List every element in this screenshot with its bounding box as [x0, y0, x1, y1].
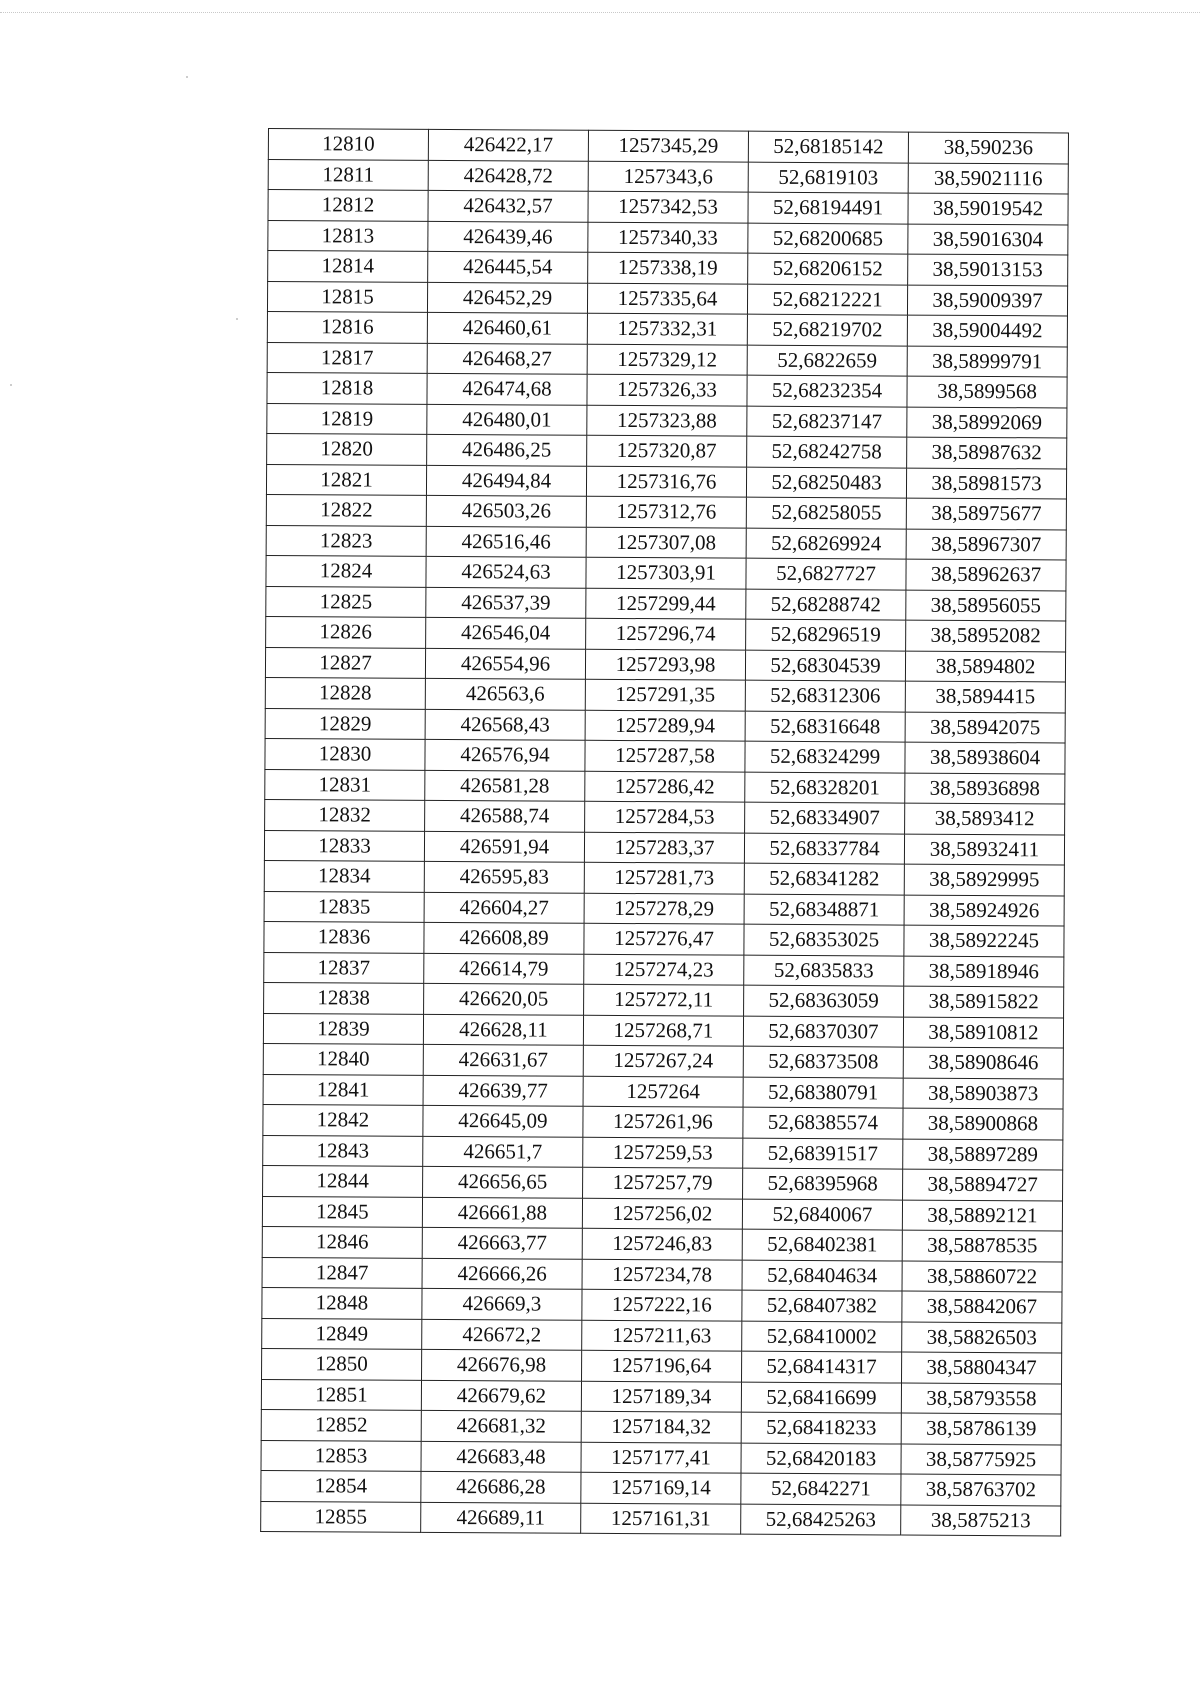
point-number-cell: 12834: [264, 860, 424, 891]
table-row: [264, 982, 1064, 1017]
x-coordinate-cell: 426563,6: [425, 678, 585, 709]
latitude-cell: 52,68402381: [742, 1229, 902, 1260]
table-row: [264, 860, 1064, 895]
x-coordinate-cell: 426679,62: [421, 1380, 581, 1411]
point-number-cell: 12810: [268, 129, 428, 160]
table-row: [266, 525, 1066, 560]
x-coordinate-cell: 426608,89: [424, 922, 584, 953]
longitude-cell: 38,58967307: [906, 529, 1066, 560]
y-coordinate-cell: 1257326,33: [587, 374, 747, 405]
longitude-cell: 38,58897289: [903, 1139, 1063, 1170]
y-coordinate-cell: 1257264: [583, 1076, 743, 1107]
y-coordinate-cell: 1257257,79: [583, 1167, 743, 1198]
longitude-cell: 38,58936898: [905, 773, 1065, 804]
latitude-cell: 52,68219702: [747, 314, 907, 345]
x-coordinate-cell: 426494,84: [426, 465, 586, 496]
longitude-cell: 38,58922245: [904, 925, 1064, 956]
x-coordinate-cell: 426656,65: [423, 1166, 583, 1197]
point-number-cell: 12851: [261, 1379, 421, 1410]
x-coordinate-cell: 426645,09: [423, 1105, 583, 1136]
longitude-cell: 38,58987632: [907, 437, 1067, 468]
latitude-cell: 52,68370307: [743, 1016, 903, 1047]
point-number-cell: 12831: [265, 769, 425, 800]
point-number-cell: 12822: [266, 494, 426, 525]
latitude-cell: 52,68341282: [744, 863, 904, 894]
y-coordinate-cell: 1257189,34: [581, 1381, 741, 1412]
y-coordinate-cell: 1257287,58: [585, 740, 745, 771]
point-number-cell: 12853: [261, 1440, 421, 1471]
y-coordinate-cell: 1257272,11: [584, 984, 744, 1015]
table-row: [263, 1013, 1063, 1048]
x-coordinate-cell: 426546,04: [426, 617, 586, 648]
y-coordinate-cell: 1257256,02: [582, 1198, 742, 1229]
latitude-cell: 52,68328201: [745, 772, 905, 803]
y-coordinate-cell: 1257338,19: [588, 252, 748, 283]
table-row: [264, 891, 1064, 926]
table-row: [265, 677, 1065, 712]
longitude-cell: 38,5894415: [905, 681, 1065, 712]
longitude-cell: 38,58938604: [905, 742, 1065, 773]
table-row: [266, 586, 1066, 621]
table-row: [263, 1165, 1063, 1200]
table-row: [268, 159, 1068, 194]
latitude-cell: 52,68404634: [742, 1260, 902, 1291]
y-coordinate-cell: 1257222,16: [582, 1289, 742, 1320]
point-number-cell: 12820: [267, 433, 427, 464]
y-coordinate-cell: 1257169,14: [581, 1472, 741, 1503]
longitude-cell: 38,59004492: [907, 315, 1067, 346]
y-coordinate-cell: 1257196,64: [582, 1350, 742, 1381]
latitude-cell: 52,68363059: [744, 985, 904, 1016]
table-row: [268, 220, 1068, 255]
latitude-cell: 52,68185142: [748, 131, 908, 162]
point-number-cell: 12850: [262, 1348, 422, 1379]
table-row: [265, 799, 1065, 834]
point-number-cell: 12817: [267, 342, 427, 373]
latitude-cell: 52,68395968: [743, 1168, 903, 1199]
point-number-cell: 12854: [261, 1470, 421, 1501]
scan-speck: [10, 384, 12, 386]
latitude-cell: 52,68425263: [741, 1504, 901, 1535]
table-row: [268, 251, 1068, 286]
x-coordinate-cell: 426428,72: [428, 160, 588, 191]
longitude-cell: 38,58804347: [902, 1352, 1062, 1383]
point-number-cell: 12819: [267, 403, 427, 434]
x-coordinate-cell: 426666,26: [422, 1258, 582, 1289]
longitude-cell: 38,58975677: [906, 498, 1066, 529]
latitude-cell: 52,6840067: [742, 1199, 902, 1230]
table-row: [261, 1470, 1061, 1505]
x-coordinate-cell: 426503,26: [426, 495, 586, 526]
y-coordinate-cell: 1257286,42: [585, 771, 745, 802]
x-coordinate-cell: 426604,27: [424, 892, 584, 923]
x-coordinate-cell: 426683,48: [421, 1441, 581, 1472]
point-number-cell: 12813: [268, 220, 428, 251]
latitude-cell: 52,68348871: [744, 894, 904, 925]
latitude-cell: 52,68337784: [744, 833, 904, 864]
point-number-cell: 12832: [265, 799, 425, 830]
latitude-cell: 52,6822659: [747, 345, 907, 376]
x-coordinate-cell: 426676,98: [422, 1349, 582, 1380]
y-coordinate-cell: 1257320,87: [587, 435, 747, 466]
x-coordinate-cell: 426445,54: [428, 251, 588, 282]
latitude-cell: 52,68410002: [742, 1321, 902, 1352]
latitude-cell: 52,68416699: [741, 1382, 901, 1413]
point-number-cell: 12843: [263, 1135, 423, 1166]
latitude-cell: 52,68250483: [746, 467, 906, 498]
longitude-cell: 38,58842067: [902, 1291, 1062, 1322]
point-number-cell: 12846: [262, 1226, 422, 1257]
y-coordinate-cell: 1257299,44: [586, 588, 746, 619]
point-number-cell: 12824: [266, 555, 426, 586]
x-coordinate-cell: 426480,01: [427, 404, 587, 435]
x-coordinate-cell: 426614,79: [424, 953, 584, 984]
point-number-cell: 12818: [267, 372, 427, 403]
latitude-cell: 52,68373508: [743, 1046, 903, 1077]
longitude-cell: 38,58775925: [901, 1444, 1061, 1475]
latitude-cell: 52,68258055: [746, 497, 906, 528]
latitude-cell: 52,68407382: [742, 1290, 902, 1321]
point-number-cell: 12839: [263, 1013, 423, 1044]
x-coordinate-cell: 426661,88: [422, 1197, 582, 1228]
latitude-cell: 52,6835833: [744, 955, 904, 986]
x-coordinate-cell: 426432,57: [428, 190, 588, 221]
table-row: [267, 281, 1067, 316]
table-row: [262, 1348, 1062, 1383]
x-coordinate-cell: 426620,05: [424, 983, 584, 1014]
longitude-cell: 38,59009397: [907, 285, 1067, 316]
x-coordinate-cell: 426460,61: [427, 312, 587, 343]
y-coordinate-cell: 1257267,24: [583, 1045, 743, 1076]
y-coordinate-cell: 1257296,74: [586, 618, 746, 649]
point-number-cell: 12848: [262, 1287, 422, 1318]
longitude-cell: 38,58981573: [906, 468, 1066, 499]
longitude-cell: 38,5899568: [907, 376, 1067, 407]
latitude-cell: 52,68232354: [747, 375, 907, 406]
latitude-cell: 52,68316648: [745, 711, 905, 742]
latitude-cell: 52,68324299: [745, 741, 905, 772]
x-coordinate-cell: 426516,46: [426, 526, 586, 557]
y-coordinate-cell: 1257276,47: [584, 923, 744, 954]
x-coordinate-cell: 426474,68: [427, 373, 587, 404]
x-coordinate-cell: 426452,29: [427, 282, 587, 313]
latitude-cell: 52,68194491: [748, 192, 908, 223]
longitude-cell: 38,58929995: [904, 864, 1064, 895]
point-number-cell: 12827: [265, 647, 425, 678]
coordinates-table-body: [261, 129, 1069, 1536]
longitude-cell: 38,5893412: [905, 803, 1065, 834]
table-row: [264, 952, 1064, 987]
x-coordinate-cell: 426576,94: [425, 739, 585, 770]
table-row: [262, 1318, 1062, 1353]
table-row: [263, 1135, 1063, 1170]
table-row: [266, 464, 1066, 499]
table-row: [262, 1196, 1062, 1231]
y-coordinate-cell: 1257281,73: [584, 862, 744, 893]
point-number-cell: 12852: [261, 1409, 421, 1440]
point-number-cell: 12842: [263, 1104, 423, 1135]
table-row: [267, 372, 1067, 407]
longitude-cell: 38,58903873: [903, 1078, 1063, 1109]
table-row: [264, 921, 1064, 956]
longitude-cell: 38,590236: [908, 132, 1068, 163]
longitude-cell: 38,58860722: [902, 1261, 1062, 1292]
point-number-cell: 12841: [263, 1074, 423, 1105]
y-coordinate-cell: 1257340,33: [588, 222, 748, 253]
latitude-cell: 52,68420183: [741, 1443, 901, 1474]
point-number-cell: 12812: [268, 190, 428, 221]
y-coordinate-cell: 1257211,63: [582, 1320, 742, 1351]
latitude-cell: 52,68200685: [748, 223, 908, 254]
point-number-cell: 12855: [261, 1501, 421, 1532]
longitude-cell: 38,58900868: [903, 1108, 1063, 1139]
latitude-cell: 52,68206152: [748, 253, 908, 284]
table-row: [262, 1287, 1062, 1322]
table-row: [268, 129, 1068, 164]
table-row: [268, 190, 1068, 225]
y-coordinate-cell: 1257293,98: [585, 649, 745, 680]
longitude-cell: 38,58894727: [903, 1169, 1063, 1200]
longitude-cell: 38,58999791: [907, 346, 1067, 377]
x-coordinate-cell: 426439,46: [428, 221, 588, 252]
x-coordinate-cell: 426554,96: [425, 648, 585, 679]
x-coordinate-cell: 426651,7: [423, 1136, 583, 1167]
y-coordinate-cell: 1257283,37: [584, 832, 744, 863]
point-number-cell: 12840: [263, 1043, 423, 1074]
y-coordinate-cell: 1257332,31: [587, 313, 747, 344]
y-coordinate-cell: 1257177,41: [581, 1442, 741, 1473]
point-number-cell: 12825: [266, 586, 426, 617]
longitude-cell: 38,59016304: [908, 224, 1068, 255]
table-row: [265, 708, 1065, 743]
latitude-cell: 52,68334907: [745, 802, 905, 833]
latitude-cell: 52,68353025: [744, 924, 904, 955]
y-coordinate-cell: 1257184,32: [581, 1411, 741, 1442]
point-number-cell: 12829: [265, 708, 425, 739]
longitude-cell: 38,58915822: [904, 986, 1064, 1017]
latitude-cell: 52,68212221: [747, 284, 907, 315]
y-coordinate-cell: 1257259,53: [583, 1137, 743, 1168]
latitude-cell: 52,68418233: [741, 1412, 901, 1443]
x-coordinate-cell: 426581,28: [425, 770, 585, 801]
scan-speck: [236, 318, 238, 320]
x-coordinate-cell: 426663,77: [422, 1227, 582, 1258]
table-row: [262, 1226, 1062, 1261]
latitude-cell: 52,68304539: [745, 650, 905, 681]
point-number-cell: 12838: [264, 982, 424, 1013]
longitude-cell: 38,58952082: [906, 620, 1066, 651]
longitude-cell: 38,58962637: [906, 559, 1066, 590]
table-row: [266, 555, 1066, 590]
x-coordinate-cell: 426631,67: [423, 1044, 583, 1075]
x-coordinate-cell: 426681,32: [421, 1410, 581, 1441]
longitude-cell: 38,58892121: [902, 1200, 1062, 1231]
table-row: [261, 1501, 1061, 1536]
y-coordinate-cell: 1257261,96: [583, 1106, 743, 1137]
table-row: [265, 769, 1065, 804]
point-number-cell: 12836: [264, 921, 424, 952]
x-coordinate-cell: 426591,94: [424, 831, 584, 862]
latitude-cell: 52,68242758: [747, 436, 907, 467]
x-coordinate-cell: 426669,3: [422, 1288, 582, 1319]
y-coordinate-cell: 1257268,71: [583, 1015, 743, 1046]
y-coordinate-cell: 1257345,29: [588, 130, 748, 161]
longitude-cell: 38,58878535: [902, 1230, 1062, 1261]
latitude-cell: 52,68288742: [746, 589, 906, 620]
table-row: [261, 1409, 1061, 1444]
point-number-cell: 12830: [265, 738, 425, 769]
longitude-cell: 38,59013153: [908, 254, 1068, 285]
table-row: [267, 311, 1067, 346]
latitude-cell: 52,68269924: [746, 528, 906, 559]
x-coordinate-cell: 426686,28: [421, 1471, 581, 1502]
table-row: [266, 616, 1066, 651]
point-number-cell: 12849: [262, 1318, 422, 1349]
y-coordinate-cell: 1257289,94: [585, 710, 745, 741]
y-coordinate-cell: 1257284,53: [585, 801, 745, 832]
point-number-cell: 12811: [268, 159, 428, 190]
y-coordinate-cell: 1257246,83: [582, 1228, 742, 1259]
x-coordinate-cell: 426524,63: [426, 556, 586, 587]
table-row: [265, 647, 1065, 682]
y-coordinate-cell: 1257343,6: [588, 161, 748, 192]
table-row: [267, 342, 1067, 377]
point-number-cell: 12815: [267, 281, 427, 312]
scan-top-edge: [0, 12, 1200, 13]
latitude-cell: 52,68312306: [745, 680, 905, 711]
longitude-cell: 38,58942075: [905, 712, 1065, 743]
x-coordinate-cell: 426628,11: [423, 1014, 583, 1045]
y-coordinate-cell: 1257342,53: [588, 191, 748, 222]
point-number-cell: 12821: [266, 464, 426, 495]
longitude-cell: 38,5875213: [901, 1505, 1061, 1536]
point-number-cell: 12845: [262, 1196, 422, 1227]
coordinates-table: [260, 128, 1069, 1536]
x-coordinate-cell: 426595,83: [424, 861, 584, 892]
x-coordinate-cell: 426486,25: [427, 434, 587, 465]
y-coordinate-cell: 1257278,29: [584, 893, 744, 924]
y-coordinate-cell: 1257303,91: [586, 557, 746, 588]
longitude-cell: 38,58918946: [904, 956, 1064, 987]
longitude-cell: 38,58992069: [907, 407, 1067, 438]
latitude-cell: 52,68237147: [747, 406, 907, 437]
latitude-cell: 52,6842271: [741, 1473, 901, 1504]
point-number-cell: 12844: [263, 1165, 423, 1196]
point-number-cell: 12826: [266, 616, 426, 647]
y-coordinate-cell: 1257234,78: [582, 1259, 742, 1290]
longitude-cell: 38,58908646: [903, 1047, 1063, 1078]
x-coordinate-cell: 426588,74: [425, 800, 585, 831]
y-coordinate-cell: 1257312,76: [586, 496, 746, 527]
scan-speck: [186, 76, 188, 78]
y-coordinate-cell: 1257274,23: [584, 954, 744, 985]
table-row: [263, 1104, 1063, 1139]
table-row: [263, 1074, 1063, 1109]
point-number-cell: 12828: [265, 677, 425, 708]
latitude-cell: 52,6819103: [748, 162, 908, 193]
x-coordinate-cell: 426537,39: [426, 587, 586, 618]
table-row: [267, 433, 1067, 468]
point-number-cell: 12833: [264, 830, 424, 861]
latitude-cell: 52,68414317: [742, 1351, 902, 1382]
latitude-cell: 52,6827727: [746, 558, 906, 589]
point-number-cell: 12837: [264, 952, 424, 983]
x-coordinate-cell: 426468,27: [427, 343, 587, 374]
point-number-cell: 12835: [264, 891, 424, 922]
longitude-cell: 38,59021116: [908, 163, 1068, 194]
longitude-cell: 38,58793558: [901, 1383, 1061, 1414]
longitude-cell: 38,58826503: [902, 1322, 1062, 1353]
table-row: [264, 830, 1064, 865]
longitude-cell: 38,58956055: [906, 590, 1066, 621]
x-coordinate-cell: 426568,43: [425, 709, 585, 740]
x-coordinate-cell: 426639,77: [423, 1075, 583, 1106]
table-row: [265, 738, 1065, 773]
table-row: [261, 1440, 1061, 1475]
longitude-cell: 38,5894802: [905, 651, 1065, 682]
latitude-cell: 52,68380791: [743, 1077, 903, 1108]
latitude-cell: 52,68391517: [743, 1138, 903, 1169]
table-row: [261, 1379, 1061, 1414]
latitude-cell: 52,68385574: [743, 1107, 903, 1138]
point-number-cell: 12814: [268, 251, 428, 282]
longitude-cell: 38,59019542: [908, 193, 1068, 224]
point-number-cell: 12847: [262, 1257, 422, 1288]
longitude-cell: 38,58924926: [904, 895, 1064, 926]
point-number-cell: 12816: [267, 311, 427, 342]
longitude-cell: 38,58910812: [903, 1017, 1063, 1048]
table-row: [263, 1043, 1063, 1078]
y-coordinate-cell: 1257316,76: [586, 466, 746, 497]
y-coordinate-cell: 1257323,88: [587, 405, 747, 436]
y-coordinate-cell: 1257329,12: [587, 344, 747, 375]
x-coordinate-cell: 426422,17: [428, 129, 588, 160]
table-row: [262, 1257, 1062, 1292]
y-coordinate-cell: 1257307,08: [586, 527, 746, 558]
table-row: [266, 494, 1066, 529]
y-coordinate-cell: 1257335,64: [587, 283, 747, 314]
longitude-cell: 38,58763702: [901, 1474, 1061, 1505]
x-coordinate-cell: 426672,2: [422, 1319, 582, 1350]
x-coordinate-cell: 426689,11: [421, 1502, 581, 1533]
point-number-cell: 12823: [266, 525, 426, 556]
longitude-cell: 38,58932411: [904, 834, 1064, 865]
y-coordinate-cell: 1257291,35: [585, 679, 745, 710]
table-row: [267, 403, 1067, 438]
y-coordinate-cell: 1257161,31: [581, 1503, 741, 1534]
longitude-cell: 38,58786139: [901, 1413, 1061, 1444]
latitude-cell: 52,68296519: [746, 619, 906, 650]
